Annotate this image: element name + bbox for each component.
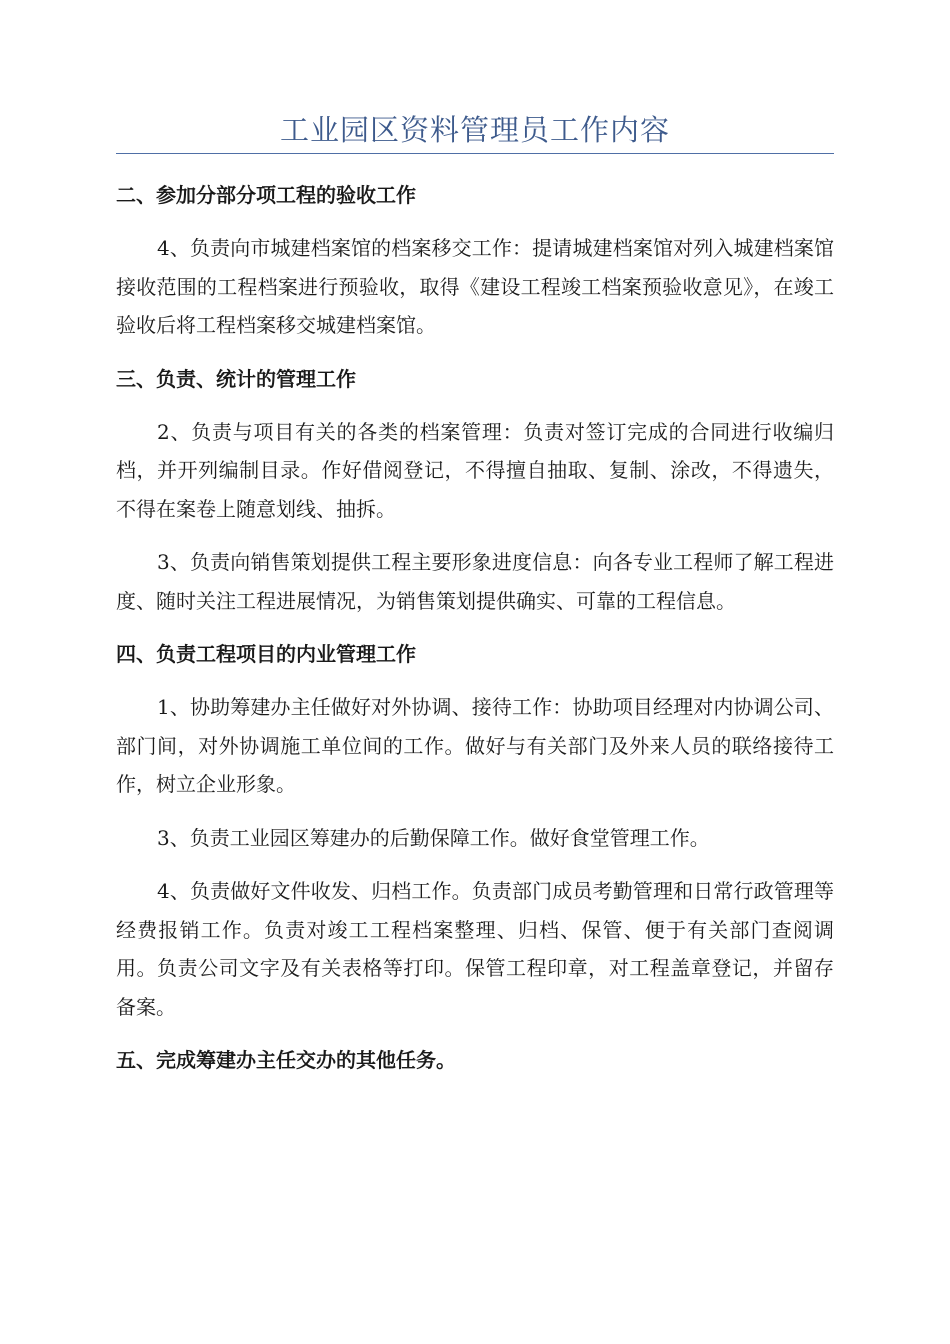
section-heading: 四、负责工程项目的内业管理工作: [116, 642, 416, 666]
paragraph: 4、负责做好文件收发、归档工作。负责部门成员考勤管理和日常行政管理等经费报销工作。负责对竣工工程档案整理、归档、保管、便于有关部门查阅调用。负责公司文字及有关表格等打印。保管工程印章，对工程盖章登记，并留存备案。: [116, 879, 834, 1019]
paragraph: 3、负责向销售策划提供工程主要形象进度信息：向各专业工程师了解工程进度、随时关注工程进展情况，为销售策划提供确实、可靠的工程信息。: [116, 550, 834, 613]
section-heading: 二、参加分部分项工程的验收工作: [116, 183, 416, 207]
title-underline: [116, 153, 834, 154]
paragraph: 1、协助筹建办主任做好对外协调、接待工作：协助项目经理对内协调公司、部门间，对外协调施工单位间的工作。做好与有关部门及外来人员的联络接待工作，树立企业形象。: [116, 695, 834, 796]
section-heading: 三、负责、统计的管理工作: [116, 366, 356, 391]
paragraph: 3、负责工业园区筹建办的后勤保障工作。做好食堂管理工作。: [157, 825, 710, 850]
document-title: 工业园区资料管理员工作内容: [279, 113, 670, 147]
document-body: [116, 176, 834, 1094]
paragraph: 4、负责向市城建档案馆的档案移交工作：提请城建档案馆对列入城建档案馆接收范围的工程档案进行预验收，取得《建设工程竣工档案预验收意见》，在竣工验收后将工程档案移交城建档案馆。: [116, 236, 834, 337]
section-heading: 五、完成筹建办主任交办的其他任务。: [116, 1048, 456, 1072]
paragraph: 2、负责与项目有关的各类的档案管理：负责对签订完成的合同进行收编归档，并开列编制目录。作好借阅登记，不得擅自抽取、复制、涂改，不得遗失，不得在案卷上随意划线、抽拆。: [116, 419, 834, 521]
